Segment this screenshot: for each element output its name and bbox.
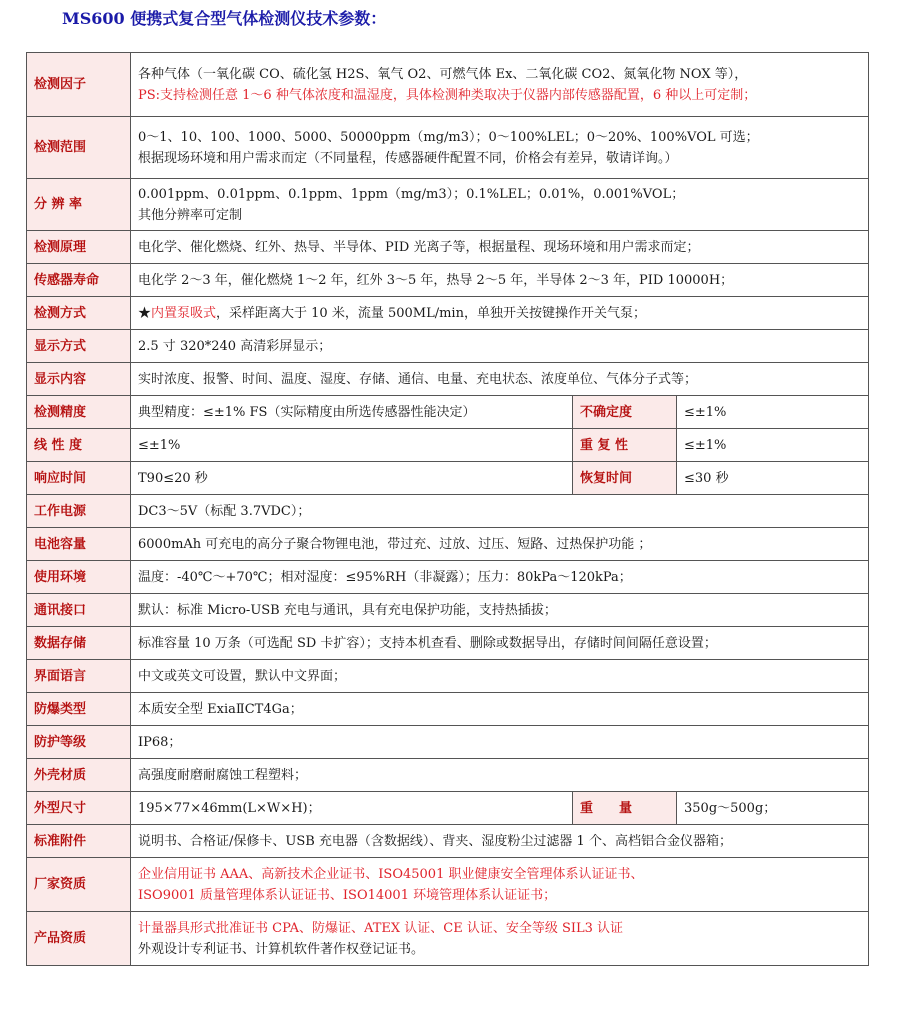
table-row — [27, 429, 869, 462]
table-row — [27, 759, 869, 792]
table-row — [27, 297, 869, 330]
table-row — [27, 792, 869, 825]
table-row — [27, 330, 869, 363]
table-row — [27, 726, 869, 759]
row-label: 响应时间 — [27, 462, 131, 495]
row-label: 防爆类型 — [27, 693, 131, 726]
row-value: 高强度耐磨耐腐蚀工程塑料； — [131, 759, 869, 792]
table-row — [27, 495, 869, 528]
table-row — [27, 53, 869, 117]
row-label: 检测原理 — [27, 231, 131, 264]
table-row — [27, 117, 869, 179]
table-row — [27, 858, 869, 912]
table-row — [27, 363, 869, 396]
row-value — [131, 179, 869, 231]
row-value: 实时浓度、报警、时间、温度、湿度、存储、通信、电量、充电状态、浓度单位、气体分子式等； — [131, 363, 869, 396]
row-label: 检测精度 — [27, 396, 131, 429]
star-icon: ★ — [138, 305, 152, 321]
spec-table — [26, 52, 869, 966]
row-value-line: 各种气体（一氧化碳 CO、硫化氢 H2S、氧气 O2、可燃气体 Ex、二氧化碳 CO2、氮氧化物 NOX 等）， — [138, 66, 748, 82]
table-row — [27, 396, 869, 429]
row-value: 中文或英文可设置，默认中文界面； — [131, 660, 869, 693]
row-value: 标准容量 10 万条（可选配 SD 卡扩容）；支持本机查看、删除或数据导出，存储时间间隔任意设置； — [131, 627, 869, 660]
table-row — [27, 231, 869, 264]
row-value-secondary: ≤±1% — [677, 429, 869, 462]
table-row — [27, 528, 869, 561]
row-label: 界面语言 — [27, 660, 131, 693]
row-value-line: 0～1、10、100、1000、5000、50000ppm（mg/m3）；0～100%LEL；0～20%、100%VOL 可选； — [138, 129, 759, 145]
row-value — [131, 297, 869, 330]
row-label: 显示方式 — [27, 330, 131, 363]
row-value: T90≤20 秒 — [131, 462, 573, 495]
row-value — [131, 912, 869, 966]
row-value: 6000mAh 可充电的高分子聚合物锂电池，带过充、过放、过压、短路、过热保护功能 ； — [131, 528, 869, 561]
table-row — [27, 660, 869, 693]
row-value: 195×77×46mm(L×W×H)； — [131, 792, 573, 825]
row-value-line: 其他分辨率可定制 — [138, 207, 243, 223]
row-label: 厂家资质 — [27, 858, 131, 912]
table-row — [27, 627, 869, 660]
table-row — [27, 912, 869, 966]
row-label: 防护等级 — [27, 726, 131, 759]
row-value-line: 0.001ppm、0.01ppm、0.1ppm、1ppm（mg/m3）；0.1%LEL；0.01%，0.001%VOL； — [138, 186, 685, 202]
row-label: 数据存储 — [27, 627, 131, 660]
row-value-secondary: 350g～500g； — [677, 792, 869, 825]
row-value: 说明书、合格证/保修卡、USB 充电器（含数据线）、背夹、湿度粉尘过滤器 1 个、高档铝合金仪器箱； — [131, 825, 869, 858]
row-label: 检测范围 — [27, 117, 131, 179]
row-label: 外壳材质 — [27, 759, 131, 792]
row-value: 本质安全型 ExiaⅡCT4Ga； — [131, 693, 869, 726]
row-value: 电化学 2～3 年，催化燃烧 1～2 年，红外 3～5 年，热导 2～5 年，半导体 2～3 年，PID 10000H； — [131, 264, 869, 297]
row-label: 检测方式 — [27, 297, 131, 330]
row-label: 线 性 度 — [27, 429, 131, 462]
row-value: ≤±1% — [131, 429, 573, 462]
table-row — [27, 693, 869, 726]
row-label-secondary: 重 复 性 — [573, 429, 677, 462]
row-label: 检测因子 — [27, 53, 131, 117]
table-row — [27, 462, 869, 495]
row-value-secondary: ≤±1% — [677, 396, 869, 429]
row-value-line-highlight: PS:支持检测任意 1～6 种气体浓度和温湿度，具体检测种类取决于仪器内部传感器配置，6 种以上可定制； — [138, 87, 757, 103]
table-row — [27, 561, 869, 594]
row-label: 标准附件 — [27, 825, 131, 858]
row-label-secondary: 不确定度 — [573, 396, 677, 429]
row-value: 电化学、催化燃烧、红外、热导、半导体、PID 光离子等，根据量程、现场环境和用户需求而定； — [131, 231, 869, 264]
row-label: 使用环境 — [27, 561, 131, 594]
row-value: 温度：-40℃～+70℃；相对湿度：≤95%RH（非凝露）；压力：80kPa～120kPa； — [131, 561, 869, 594]
row-value — [131, 858, 869, 912]
table-row — [27, 594, 869, 627]
row-value — [131, 117, 869, 179]
page-title: MS600 便携式复合型气体检测仪技术参数： — [62, 9, 387, 28]
row-value-secondary: ≤30 秒 — [677, 462, 869, 495]
table-row — [27, 264, 869, 297]
row-label: 工作电源 — [27, 495, 131, 528]
row-value-line-highlight: 计量器具形式批准证书 CPA、防爆证、ATEX 认证、CE 认证、安全等级 SIL3 认证 — [138, 920, 624, 936]
row-value-line: 外观设计专利证书、计算机软件著作权登记证书。 — [138, 941, 425, 957]
row-label-secondary: 重 量 — [573, 792, 677, 825]
row-value: 2.5 寸 320*240 高清彩屏显示； — [131, 330, 869, 363]
table-row — [27, 825, 869, 858]
row-value-line: 根据现场环境和用户需求而定（不同量程，传感器硬件配置不同，价格会有差异，敬请详询。） — [138, 150, 678, 166]
row-label-secondary: 恢复时间 — [573, 462, 677, 495]
table-row — [27, 179, 869, 231]
row-value: IP68； — [131, 726, 869, 759]
row-value — [131, 53, 869, 117]
row-label: 传感器寿命 — [27, 264, 131, 297]
row-label: 通讯接口 — [27, 594, 131, 627]
row-label: 显示内容 — [27, 363, 131, 396]
row-value: DC3～5V（标配 3.7VDC）； — [131, 495, 869, 528]
pump-mode-highlight: 内置泵吸式 — [151, 305, 217, 321]
row-value: 默认：标准 Micro-USB 充电与通讯，具有充电保护功能，支持热插拔； — [131, 594, 869, 627]
row-value: 典型精度：≤±1% FS（实际精度由所选传感器性能决定） — [131, 396, 573, 429]
row-label: 分 辨 率 — [27, 179, 131, 231]
row-value-line: 企业信用证书 AAA、高新技术企业证书、ISO45001 职业健康安全管理体系认证证书、 — [138, 866, 644, 882]
row-label: 电池容量 — [27, 528, 131, 561]
row-label: 外型尺寸 — [27, 792, 131, 825]
row-value-line: ISO9001 质量管理体系认证证书、ISO14001 环境管理体系认证证书； — [138, 887, 557, 903]
row-value-text: ，采样距离大于 10 米，流量 500ML/min，单独开关按键操作开关气泵； — [216, 305, 646, 321]
row-label: 产品资质 — [27, 912, 131, 966]
